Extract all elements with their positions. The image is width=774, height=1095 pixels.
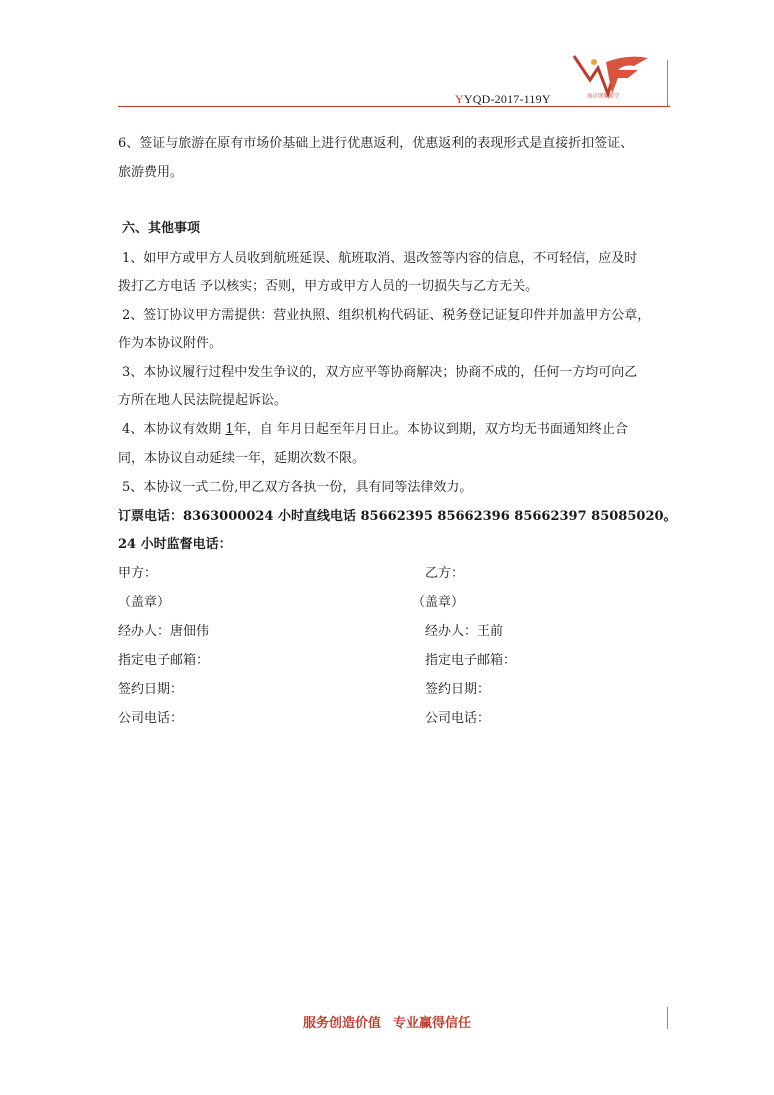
party-b-seal: （盖章） [412,595,465,610]
header-divider [118,106,670,107]
item1-line2: 拨打乙方电话 予以核实；否则，甲方或甲方人员的一切损失与乙方无关。 [118,279,539,294]
section-title: 六、其他事项 [122,221,201,236]
item2-line1: 2、签订协议甲方需提供：营业执照、组织机构代码证、税务登记证复印件并加盖甲方公章， [122,308,651,323]
party-b-label: 乙方： [425,566,465,581]
party-b-date: 签约日期： [425,682,491,697]
item2-line2: 作为本协议附件。 [118,336,223,351]
header-vertical-rule [667,60,668,106]
item4-rest: 年，自 年月日起至年月日止。本协议到期，双方均无书面通知终止合 [233,422,628,437]
footer-slogan-1: 服务创造价值 [302,1016,381,1031]
party-a-seal: （盖章） [118,595,171,610]
clause6-line1: 6、签证与旅游在原有市场价基础上进行优惠返利，优惠返利的表现形式是直接折扣签证、 [118,136,634,151]
footer-slogan-2: 专业赢得信任 [393,1016,472,1031]
item4-line1 [122,418,628,437]
booking-phone: 订票电话：8363000024 小时直线电话 85662395 85662396 85662397 85085020。 [118,509,677,524]
item4-prefix: 4、本协议有效期 [122,422,226,437]
item5: 5、本协议一式二份,甲乙双方各执一份，具有同等法律效力。 [122,480,473,495]
item4-line2: 同，本协议自动延续一年，延期次数不限。 [118,451,366,466]
clause6-line2: 旅游费用。 [118,165,184,180]
footer-vertical-rule [667,1007,668,1029]
party-a-date: 签约日期： [118,682,184,697]
item1-line1: 1、如甲方或甲方人员收到航班延误、航班取消、退改签等内容的信息，不可轻信，应及时 [122,251,638,266]
party-b-agent: 经办人：王前 [425,624,504,639]
footer-slogan [0,1012,774,1031]
party-a-phone: 公司电话： [118,711,184,726]
party-a-label: 甲方： [118,566,158,581]
item3-line2: 方所在地人民法院提起诉讼。 [118,393,288,408]
party-b-email: 指定电子邮箱： [425,653,517,668]
document-code-rest: YQD-2017-119Y [463,92,551,106]
item3-line1: 3、本协议履行过程中发生争议的，双方应平等协商解决；协商不成的，任何一方均可向乙 [122,365,638,380]
document-code [455,92,551,107]
party-b-phone: 公司电话： [425,711,491,726]
item4-term: 1 [225,422,234,437]
supervision-phone: 24 小时监督电话： [118,537,232,552]
document-code-prefix: Y [455,92,464,106]
party-a-agent: 经办人：唐佃伟 [118,624,210,639]
logo-text: 南京现象航空 [587,92,620,100]
party-a-email: 指定电子邮箱： [118,653,210,668]
